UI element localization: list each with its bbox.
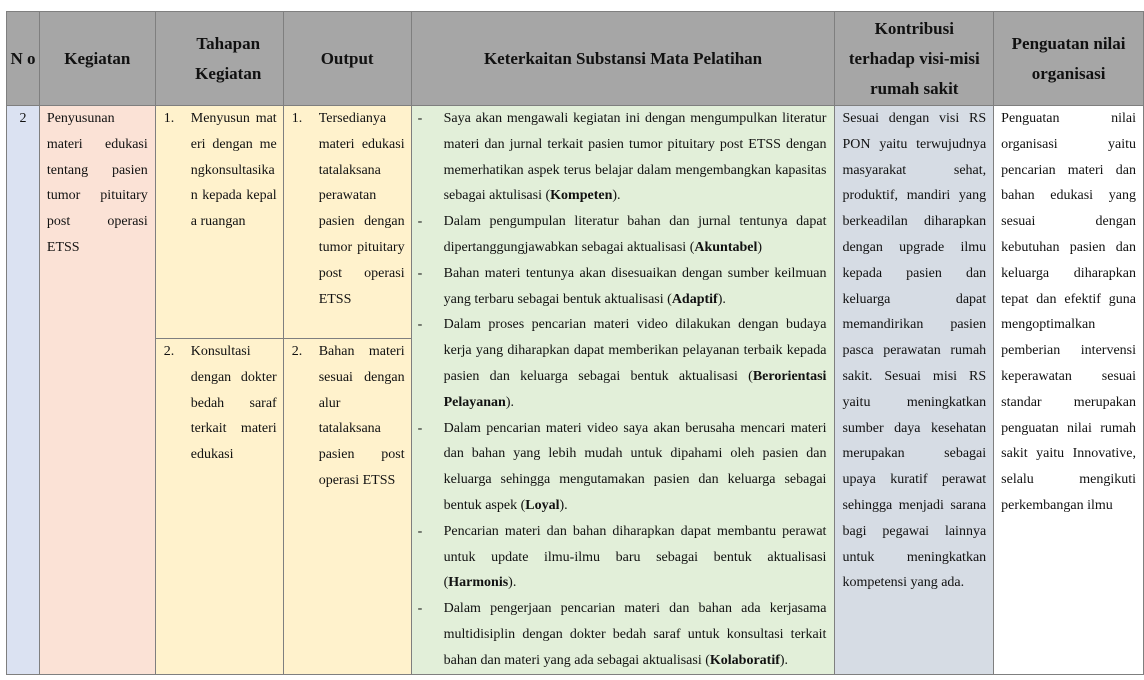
list-item: - Dalam pengerjaan pencarian materi dan bahan ada kerjasama multidisiplin dengan dokter bedah saraf untuk konsultasi terkait bahan dan materi yang ada sebagai aktualisasi (Kolaboratif).	[417, 601, 827, 668]
kontribusi-cell: Sesuai dengan visi RS PON yaitu terwujudnya masyarakat sehat, produktif, mandiri yang berkeadilan diharapkan dengan upgrade ilmu kepada pasien dan keluarga dapat memandirikan pasien pasca perawatan rumah sakit. Sesuai misi RS yaitu meningkatkan sumber daya kesehatan merupakan sebagai upaya kuratif perawat sehingga menjadi sarana bagi pegawai lainnya untuk meningkatkan kompetensi yang ada.	[835, 106, 994, 675]
header-no: N o	[7, 12, 40, 106]
list-item: - Dalam pengumpulan literatur bahan dan jurnal tentunya dapat dipertanggungjawabkan sebagai aktualisasi (Akuntabel)	[417, 214, 827, 255]
header-row	[7, 12, 1144, 106]
step-number: 2.	[163, 344, 175, 359]
step-text: Konsultasi dengan dokter bedah saraf terkait materi edukasi	[190, 344, 277, 463]
header-output: Output	[283, 12, 411, 106]
output-number: 2.	[291, 344, 303, 359]
list-item: - Saya akan mengawali kegiatan ini dengan mengumpulkan literatur materi dan jurnal terkait pasien tumor pituitary post ETSS dengan memerhatikan aspek terus belajar dalam mengembangkan kapasitas sebagai aktulisasi (Kompeten).	[417, 111, 827, 204]
list-item: - Bahan materi tentunya akan disesuaikan dengan sumber keilmuan yang terbaru sebagai bentuk aktualisasi (Adaptif).	[417, 265, 827, 307]
list-item: - Pencarian materi dan bahan diharapkan dapat membantu perawat untuk update ilmu-ilmu baru sebagai bentuk aktualisasi (Harmonis).	[417, 523, 827, 591]
tahapan-cell	[155, 106, 283, 675]
output-cell	[283, 106, 411, 675]
output-item-1	[284, 106, 411, 339]
header-kontribusi: Kontribusi terhadap visi-misi rumah sakit	[835, 12, 994, 106]
list-item: - Dalam proses pencarian materi video dilakukan dengan budaya kerja yang diharapkan dapat memberikan pelayanan terbaik kepada pasien dan keluarga sebagai bentuk aktualisasi (Berorientasi Pelayanan).	[417, 317, 827, 410]
keterkaitan-cell	[411, 106, 835, 675]
header-penguatan: Penguatan nilai organisasi	[994, 12, 1144, 106]
activity-table	[6, 11, 1144, 675]
penguatan-cell: Penguatan nilai organisasi yaitu pencarian materi dan bahan edukasi yang sesuai dengan kebutuhan pasien dan keluarga diharapkan tepat dan efektif guna mengoptimalkan pemberian intervensi keperawatan sesuai standar merupakan penguatan nilai rumah sakit yaitu Innovative, selalu mengikuti perkembangan ilmu	[994, 106, 1144, 675]
output-text: Bahan materi sesuai dengan alur tatalaksana pasien post operasi ETSS	[318, 344, 405, 488]
tahapan-step-2	[156, 339, 283, 468]
row-number: 2	[7, 106, 40, 675]
list-item: - Dalam pencarian materi video saya akan berusaha mencari materi dan bahan yang lebih mudah untuk dipahami oleh pasien dan keluarga sehingga mengutamakan pasien dan keluarga sebagai bentuk aspek (Loyal).	[417, 420, 827, 513]
step-text: Menyusun materi dengan mengkonsultasikan kepada kepala ruangan	[190, 111, 277, 230]
output-number: 1.	[291, 111, 303, 126]
tahapan-step-1	[156, 106, 283, 339]
header-kegiatan: Kegiatan	[39, 12, 155, 106]
output-text: Tersedianya materi edukasi tatalaksana perawatan pasien dengan tumor pituitary post operasi ETSS	[318, 111, 405, 307]
output-item-2	[284, 339, 411, 494]
header-tahapan: Tahapan Kegiatan	[155, 12, 283, 106]
table-row	[7, 106, 1144, 675]
header-keterkaitan: Keterkaitan Substansi Mata Pelatihan	[411, 12, 835, 106]
keterkaitan-list	[412, 106, 835, 674]
kegiatan-cell: Penyusunan materi edukasi tentang pasien tumor pituitary post operasi ETSS	[39, 106, 155, 675]
step-number: 1.	[163, 111, 175, 126]
